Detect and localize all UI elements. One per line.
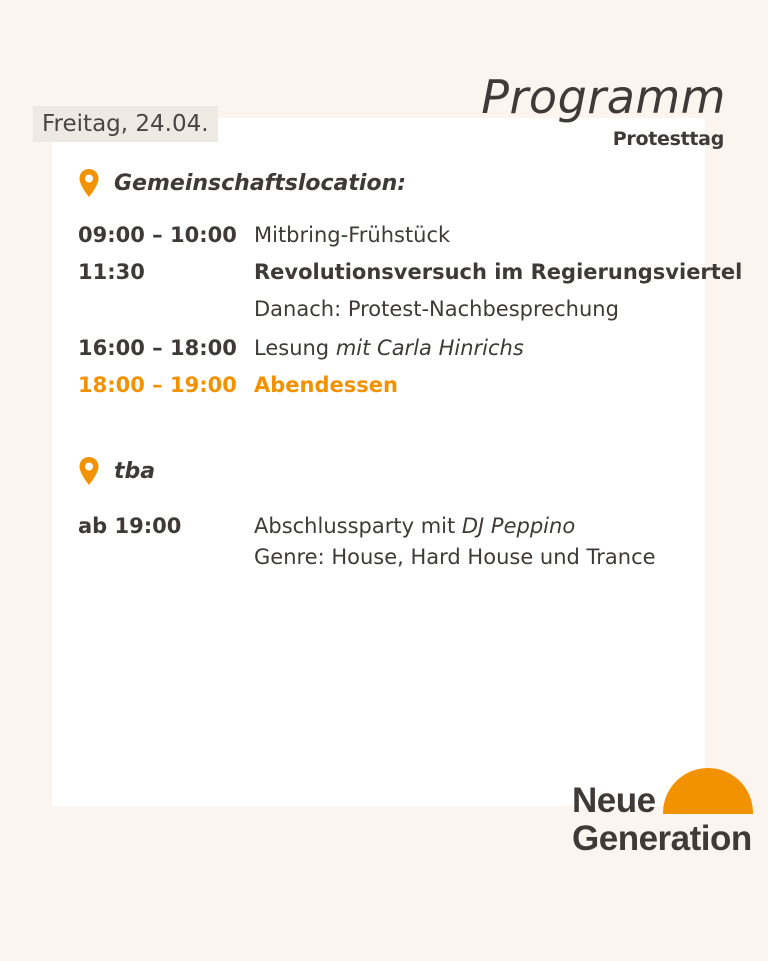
schedule-text: Revolutionsversuch im Regierungsviertel [254, 260, 743, 284]
date-badge: Freitag, 24.04. [33, 106, 218, 142]
schedule-text: Danach: Protest-Nachbesprechung [254, 297, 619, 321]
location-name: tba [114, 458, 156, 484]
location-pin-icon [78, 456, 100, 486]
schedule-time: 18:00 – 19:00 [78, 373, 237, 397]
schedule-time: ab 19:00 [78, 514, 182, 538]
schedule-time: 09:00 – 10:00 [78, 223, 237, 247]
schedule-text: Abschlussparty mit [254, 514, 462, 538]
schedule-text-wrap [254, 514, 575, 538]
schedule-text: Mitbring-Frühstück [254, 223, 451, 247]
schedule-text-italic: mit Carla Hinrichs [335, 336, 524, 360]
schedule-time: 16:00 – 18:00 [78, 336, 237, 360]
schedule-text: Genre: House, Hard House und Trance [254, 545, 656, 569]
schedule-text: Abendessen [254, 373, 398, 397]
schedule-text: Lesung [254, 336, 336, 360]
schedule-text-italic: DJ Peppino [461, 514, 576, 538]
location-heading-2 [78, 456, 155, 486]
schedule-time: 11:30 [78, 260, 145, 284]
location-name: Gemeinschaftslocation: [114, 170, 407, 196]
page-title: Programm [481, 70, 726, 124]
location-pin-icon [78, 168, 100, 198]
logo-line-1: Neue [572, 781, 656, 820]
logo-line-2: Generation [572, 819, 752, 858]
page-subtitle: Protesttag [612, 128, 724, 150]
location-heading-1 [78, 168, 406, 198]
schedule-text-wrap [254, 336, 524, 360]
brand-logo [572, 782, 752, 858]
